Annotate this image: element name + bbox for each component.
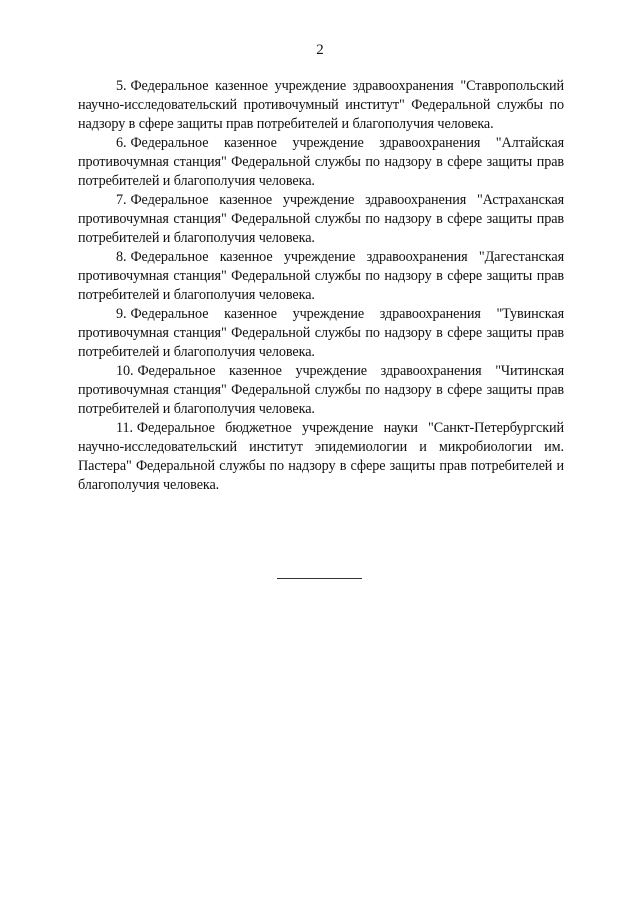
item-number: 11. [116,420,133,436]
page-number: 2 [316,42,324,58]
item-text: Федеральное казенное учреждение здравоохранения "Читинская противочумная станция" Федеральной службы по надзору в сфере защиты прав потребителей и благополучия человека. [78,363,564,417]
list-item [78,362,564,419]
item-number: 5. [116,78,127,94]
item-number: 10. [116,363,134,379]
item-text: Федеральное казенное учреждение здравоохранения "Алтайская противочумная станция" Федеральной службы по надзору в сфере защиты прав потребителей и благополучия человека. [78,135,564,189]
item-number: 8. [116,249,127,265]
list-item [78,77,564,134]
list-item [78,191,564,248]
end-separator-line [277,578,362,579]
item-number: 9. [116,306,127,322]
list-item [78,248,564,305]
item-text: Федеральное казенное учреждение здравоохранения "Ставропольский научно-исследовательский противочумный институт" Федеральной службы по надзору в сфере защиты прав потребителей и благополучия человека. [78,78,564,132]
item-text: Федеральное бюджетное учреждение науки "Санкт-Петербургский научно-исследовательский институт эпидемиологии и микробиологии им. Пастера" Федеральной службы по надзору в сфере защиты прав потребителей и благополучия человека. [78,420,564,493]
item-text: Федеральное казенное учреждение здравоохранения "Тувинская противочумная станция" Федеральной службы по надзору в сфере защиты прав потребителей и благополучия человека. [78,306,564,360]
item-number: 6. [116,135,127,151]
list-item [78,134,564,191]
list-item [78,305,564,362]
institution-list [78,77,564,495]
item-text: Федеральное казенное учреждение здравоохранения "Астраханская противочумная станция" Федеральной службы по надзору в сфере защиты прав потребителей и благополучия человека. [78,192,564,246]
list-item [78,419,564,495]
item-number: 7. [116,192,127,208]
item-text: Федеральное казенное учреждение здравоохранения "Дагестанская противочумная станция" Федеральной службы по надзору в сфере защиты прав потребителей и благополучия человека. [78,249,564,303]
